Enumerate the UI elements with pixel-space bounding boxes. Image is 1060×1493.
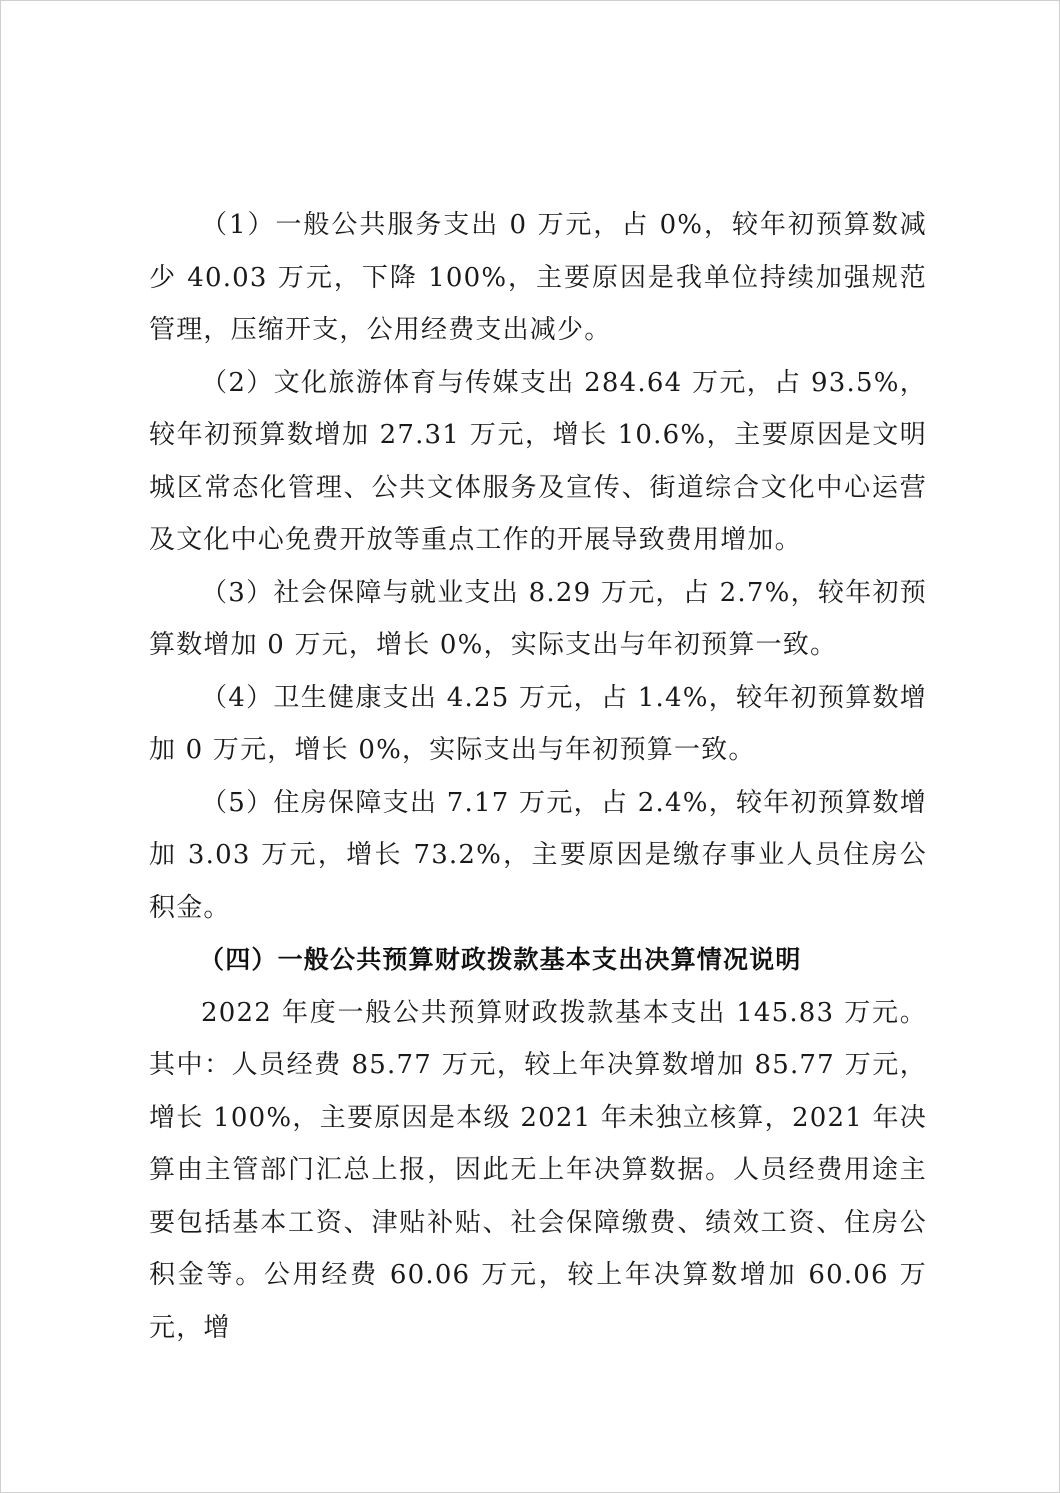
paragraph-general-public-services: （1）一般公共服务支出 0 万元，占 0%，较年初预算数减少 40.03 万元，下降 100%，主要原因是我单位持续加强规范管理，压缩开支，公用经费支出减少。 xyxy=(149,210,927,345)
paragraph-culture-tourism-sports-media: （2）文化旅游体育与传媒支出 284.64 万元，占 93.5%，较年初预算数增加 27.31 万元，增长 10.6%，主要原因是文明城区常态化管理、公共文体服务及宣传、街道综合文化中心运营及文化中心免费开放等重点工作的开展导致费用增加。 xyxy=(149,367,927,555)
section-heading: （四）一般公共预算财政拨款基本支出决算情况说明 xyxy=(199,945,802,974)
paragraph-health: （4）卫生健康支出 4.25 万元，占 1.4%，较年初预算数增加 0 万元，增长 0%，实际支出与年初预算一致。 xyxy=(149,682,927,765)
document-content xyxy=(149,199,927,1354)
paragraph-basic-expenditure: 2022 年度一般公共预算财政拨款基本支出 145.83 万元。其中：人员经费 85.77 万元，较上年决算数增加 85.77 万元，增长 100%，主要原因是本级 2021 年未独立核算，2021 年决算由主管部门汇总上报，因此无上年决算数据。人员经费用途主要包括基本工资、津贴补贴、社会保障缴费、绩效工资、住房公积金等。公用经费 60.06 万元，较上年决算数增加 60.06 万元，增 xyxy=(149,997,927,1343)
paragraph-housing-security: （5）住房保障支出 7.17 万元，占 2.4%，较年初预算数增加 3.03 万元，增长 73.2%，主要原因是缴存事业人员住房公积金。 xyxy=(149,787,927,923)
paragraph-social-security-employment: （3）社会保障与就业支出 8.29 万元，占 2.7%，较年初预算数增加 0 万元，增长 0%，实际支出与年初预算一致。 xyxy=(149,577,927,660)
